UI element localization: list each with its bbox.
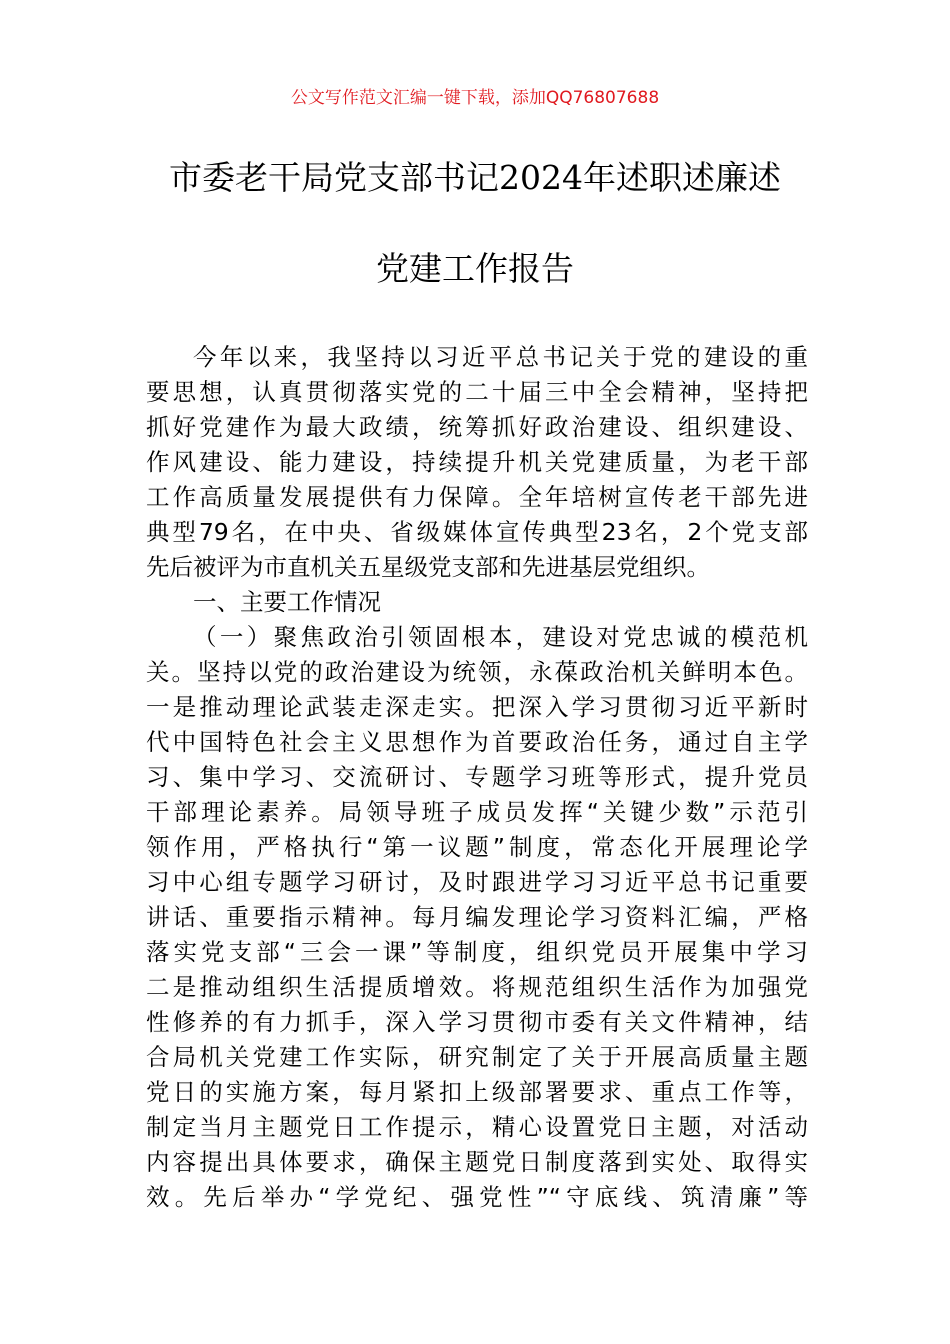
document-title-line-1: 市委老干局党支部书记2024年述职述廉述 — [169, 158, 781, 197]
section-line: 制定当月主题党日工作提示，精心设置党日主题，对活动 — [146, 1113, 808, 1141]
section-line: 落实党支部“三会一课”等制度，组织党员开展集中学习 — [146, 938, 808, 966]
intro-line: 要思想，认真贯彻落实党的二十届三中全会精神，坚持把 — [146, 378, 808, 406]
section-line: 一是推动理论武装走深走实。把深入学习贯彻习近平新时 — [146, 693, 808, 721]
intro-line: 典型79名，在中央、省级媒体宣传典型23名，2个党支部 — [146, 518, 808, 546]
section-line: 领作用，严格执行“第一议题”制度，常态化开展理论学 — [146, 833, 808, 861]
intro-line: 作风建设、能力建设，持续提升机关党建质量，为老干部 — [146, 448, 808, 476]
intro-line: 抓好党建作为最大政绩，统筹抓好政治建设、组织建设、 — [146, 413, 808, 441]
section-line: 二是推动组织生活提质增效。将规范组织生活作为加强党 — [146, 973, 808, 1001]
section-line: 关。坚持以党的政治建设为统领，永葆政治机关鲜明本色。 — [146, 658, 808, 686]
section-line: 性修养的有力抓手，深入学习贯彻市委有关文件精神，结 — [146, 1008, 808, 1036]
section-line: 合局机关党建工作实际，研究制定了关于开展高质量主题 — [146, 1043, 808, 1071]
section-heading: 一、主要工作情况 — [193, 588, 381, 616]
section-line: 干部理论素养。局领导班子成员发挥“关键少数”示范引 — [146, 798, 808, 826]
header-download-note: 公文写作范文汇编一键下载，添加QQ76807688 — [290, 88, 660, 108]
section-line: （一）聚焦政治引领固根本，建设对党忠诚的模范机 — [193, 623, 808, 651]
section-line: 习、集中学习、交流研讨、专题学习班等形式，提升党员 — [146, 763, 808, 791]
section-line: 代中国特色社会主义思想作为首要政治任务，通过自主学 — [146, 728, 808, 756]
intro-line: 工作高质量发展提供有力保障。全年培树宣传老干部先进 — [146, 483, 808, 511]
section-line: 效。先后举办“学党纪、强党性”“守底线、筑清廉”等 — [146, 1183, 808, 1211]
intro-line: 今年以来，我坚持以习近平总书记关于党的建设的重 — [193, 343, 808, 371]
document-body — [146, 340, 808, 1215]
intro-line: 先后被评为市直机关五星级党支部和先进基层党组织。 — [146, 553, 710, 581]
section-line: 习中心组专题学习研讨，及时跟进学习习近平总书记重要 — [146, 868, 808, 896]
section-line: 讲话、重要指示精神。每月编发理论学习资料汇编，严格 — [146, 903, 808, 931]
section-line: 党日的实施方案，每月紧扣上级部署要求、重点工作等， — [146, 1078, 808, 1106]
document-title-line-2: 党建工作报告 — [376, 249, 574, 288]
section-line: 内容提出具体要求，确保主题党日制度落到实处、取得实 — [146, 1148, 808, 1176]
